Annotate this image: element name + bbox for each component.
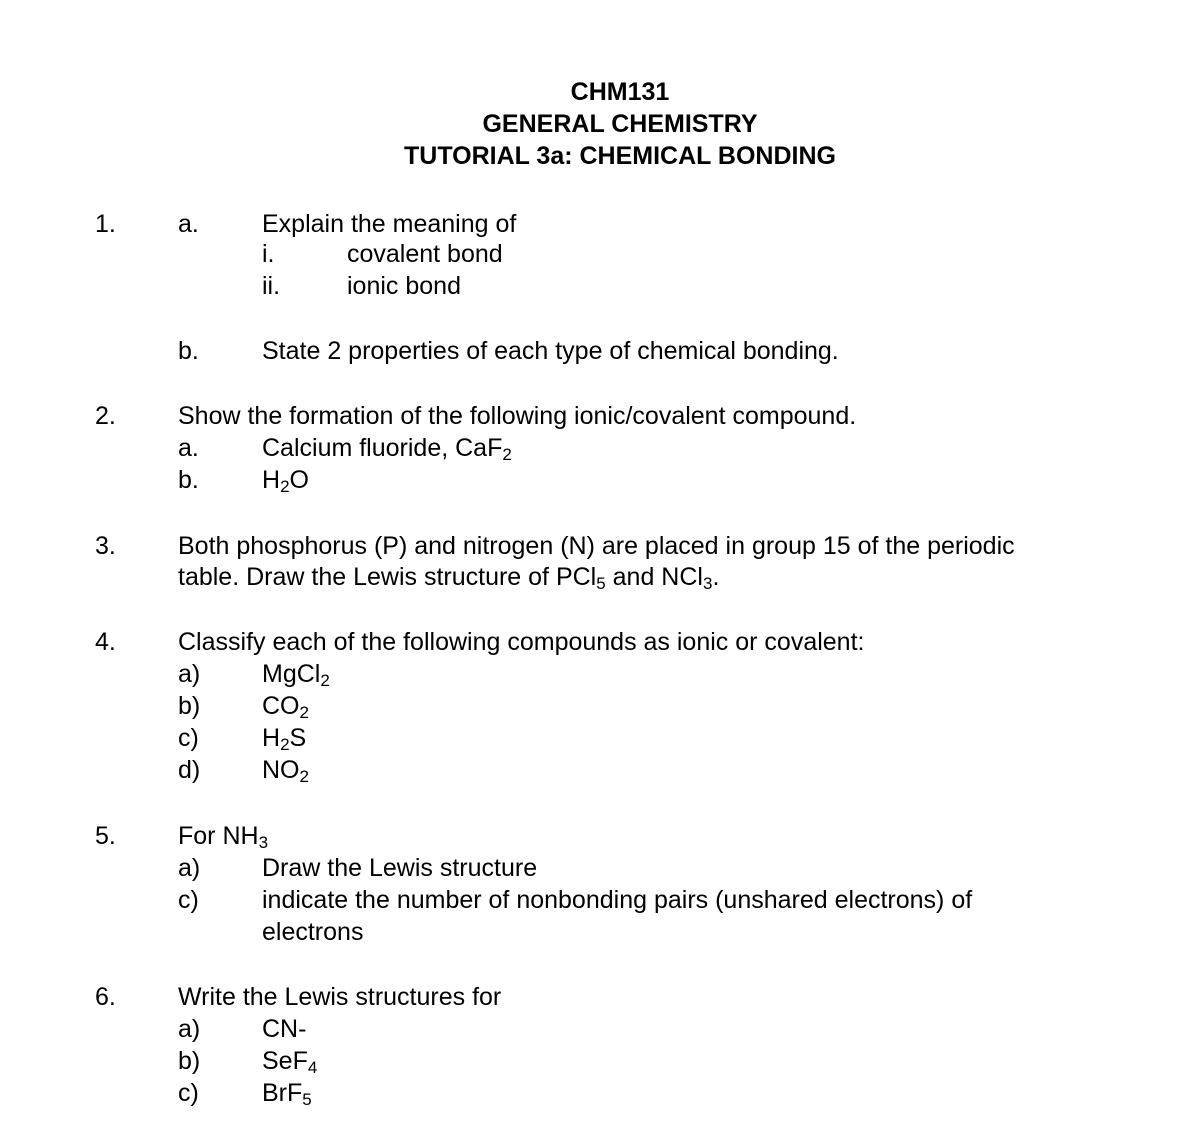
question-text: Write the Lewis structures for <box>178 983 502 1011</box>
compound: $NO_2$ <box>262 756 309 786</box>
part-text: Calcium fluoride, CaF$_2$ <box>262 434 512 464</box>
species: CN- <box>262 1015 307 1043</box>
question-number: 5. <box>95 822 116 850</box>
subpart-label: ii. <box>262 272 281 300</box>
compound: MgCl$_2$ <box>262 660 330 690</box>
part-label: a) <box>178 854 201 882</box>
subpart-label: i. <box>262 240 275 268</box>
part-text-cont: electrons <box>262 918 364 946</box>
question-number: 6. <box>95 983 116 1011</box>
part-label: c) <box>178 724 199 752</box>
part-label: a) <box>178 1015 201 1043</box>
question-text: For $NH_3$ <box>178 822 269 852</box>
question-text-cont: table. Draw the Lewis structure of PCl$_5$ and NCl$_3$. <box>178 563 720 593</box>
question-number: 4. <box>95 628 116 656</box>
part-label: b) <box>178 692 201 720</box>
part-text: $H_2O$ <box>262 466 309 496</box>
part-label: a. <box>178 434 199 462</box>
part-text: indicate the number of nonbonding pairs (unshared electrons) of <box>262 886 973 914</box>
part-label: d) <box>178 756 201 784</box>
question-number: 2. <box>95 402 116 430</box>
part-label: c) <box>178 886 199 914</box>
course-code: CHM131 <box>570 78 670 106</box>
species: BrF$_5$ <box>262 1079 312 1109</box>
question-number: 3. <box>95 532 116 560</box>
part-label: c) <box>178 1079 199 1107</box>
compound: $H_2S$ <box>262 724 307 754</box>
compound: $CO_2$ <box>262 692 309 722</box>
part-label: b. <box>178 466 199 494</box>
question-text: Show the formation of the following ionic/covalent compound. <box>178 402 857 430</box>
tutorial-title: TUTORIAL 3a: CHEMICAL BONDING <box>404 142 836 170</box>
course-title: GENERAL CHEMISTRY <box>482 110 758 138</box>
part-label: b) <box>178 1047 201 1075</box>
part-label: a. <box>178 210 199 238</box>
question-text: Both phosphorus (P) and nitrogen (N) are placed in group 15 of the periodic <box>178 532 1015 560</box>
part-text: Draw the Lewis structure <box>262 854 538 882</box>
question-number: 1. <box>95 210 116 238</box>
part-label: a) <box>178 660 201 688</box>
question-text: Classify each of the following compounds as ionic or covalent: <box>178 628 865 656</box>
part-text: State 2 properties of each type of chemical bonding. <box>262 337 839 365</box>
part-label: b. <box>178 337 199 365</box>
part-text: Explain the meaning of <box>262 210 517 238</box>
document-header <box>0 76 1184 172</box>
subpart-text: ionic bond <box>347 272 461 300</box>
subpart-text: covalent bond <box>347 240 503 268</box>
species: SeF$_4$ <box>262 1047 318 1077</box>
